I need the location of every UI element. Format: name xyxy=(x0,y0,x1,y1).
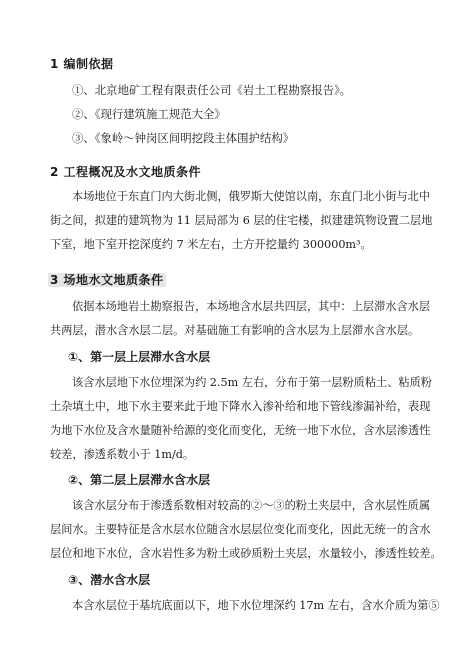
paragraph-line: 层间水。主要特征是含水层水位随含水层层位变化而变化，因此无统一的含水 xyxy=(50,523,431,536)
paragraph-line: 该含水层分布于渗透系数相对较高的②～③的粉土夹层中，含水层性质属 xyxy=(72,499,431,512)
paragraph-line: 该含水层地下水位埋深为约 2.5m 左右，分布于第一层粉质粘土、粘质粉 xyxy=(72,376,432,389)
subsection-heading-1: ①、第一层上层滞水含水层 xyxy=(68,350,211,364)
paragraph-line: 下室，地下室开挖深度约 7 米左右，土方开挖量约 300000m³。 xyxy=(50,238,372,251)
paragraph-line: 较差，渗透系数小于 1m/d。 xyxy=(50,448,195,461)
paragraph-line: 土杂填土中，地下水主要来此于地下降水入渗补给和地下管线渗漏补给，表现 xyxy=(50,400,431,413)
reference-item-1: ①、北京地矿工程有限责任公司《岩土工程勘察报告》。 xyxy=(72,83,352,97)
section-heading-3 xyxy=(50,271,166,288)
section-heading-3-text: 3 场地水文地质条件 xyxy=(50,273,164,287)
reference-item-3: ③、《象岭～钟岗区间明挖段主体围护结构》 xyxy=(72,131,295,145)
subsection-heading-2: ②、第二层上层滞水含水层 xyxy=(68,473,211,487)
paragraph-line: 依据本场地岩土勘察报告，本场地含水层共四层，其中：上层滞水含水层 xyxy=(72,300,431,313)
paragraph-line: 本含水层位于基坑底面以下，地下水位埋深约 17m 左右，含水介质为第⑤ xyxy=(72,599,440,612)
paragraph-line: 为地下水位及含水量随补给源的变化而变化，无统一地下水位，含水层渗透性 xyxy=(50,424,431,437)
paragraph-line: 层位和地下水位，含水岩性多为粉土或砂质粉土夹层，水量较小，渗透性较差。 xyxy=(50,547,442,560)
paragraph-line: 本场地位于东直门内大街北侧，俄罗斯大使馆以南，东直门北小街与北中 xyxy=(72,190,431,203)
section-heading-2: 2 工程概况及水文地质条件 xyxy=(50,165,202,179)
reference-item-2: ②、《现行建筑施工规范大全》 xyxy=(72,107,226,121)
paragraph-line: 共两层，潜水含水层二层。对基础施工有影响的含水层为上层滞水含水层。 xyxy=(50,324,420,337)
subsection-heading-3: ③、潜水含水层 xyxy=(68,573,151,587)
section-heading-1: 1 编制依据 xyxy=(50,57,114,71)
paragraph-line: 街之间，拟建的建筑物为 11 层局部为 6 层的住宅楼，拟建建筑物设置二层地 xyxy=(50,214,433,227)
